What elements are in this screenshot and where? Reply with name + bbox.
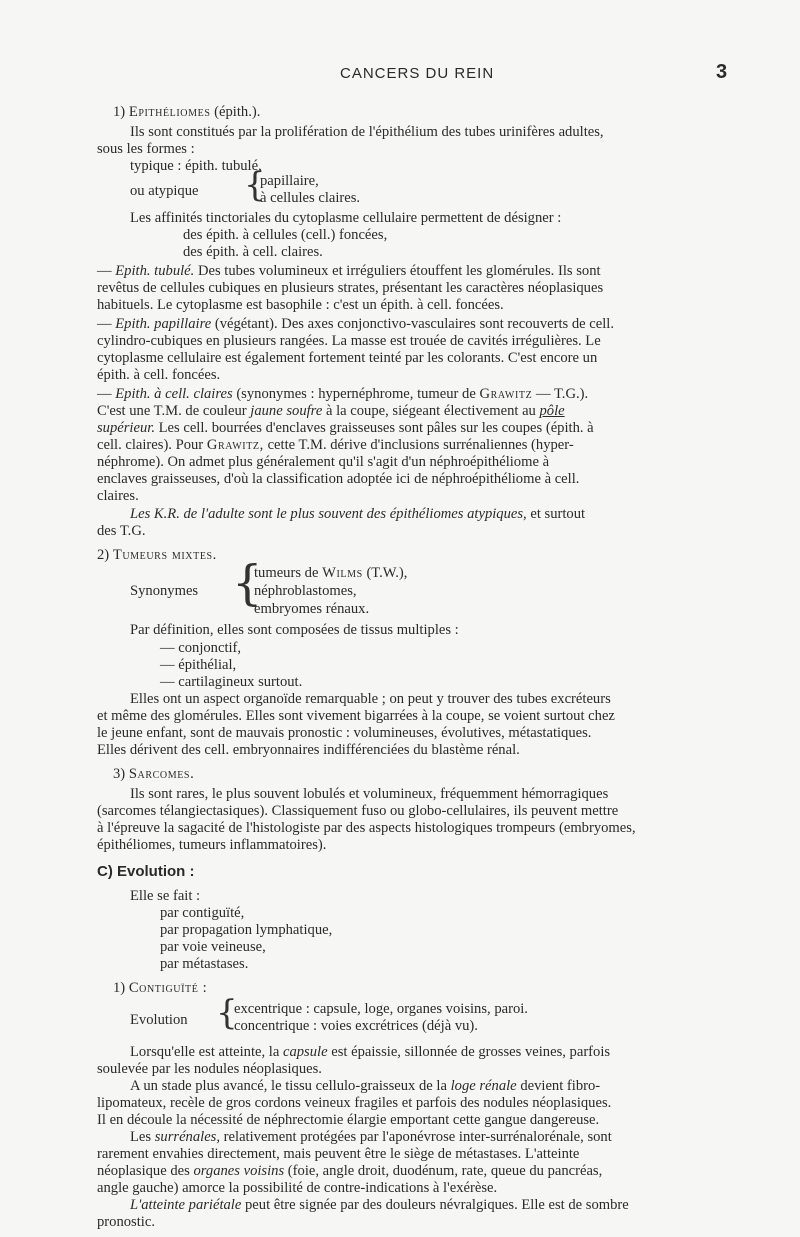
paragraph-line: — Epith. papillaire (végétant). Des axes conjonctivo-vasculaires sont recouverts de cell. xyxy=(97,316,614,332)
page-number: 3 xyxy=(716,61,728,83)
text: à la coupe, siégeant électivement au xyxy=(325,403,536,419)
paragraph-line: Par définition, elles sont composées de tissus multiples : xyxy=(130,622,459,638)
atypique-label: ou atypique xyxy=(130,183,199,199)
running-header-title: CANCERS DU REIN xyxy=(340,65,495,82)
paragraph-line: et même des glomérules. Elles sont vivement bigarrées à la coupe, se voient surtout chez xyxy=(97,708,615,724)
text: Lorsqu'elle est atteinte, la xyxy=(130,1044,280,1060)
paragraph-line: pronostic. xyxy=(97,1214,155,1230)
paragraph-line: sous les formes : xyxy=(97,141,195,157)
paragraph-line: claires. xyxy=(97,488,139,504)
list-item: — conjonctif, xyxy=(160,640,242,656)
paragraph-line: néphrome). On admet plus généralement qu'il s'agit d'un néphroépithéliome à xyxy=(97,454,550,470)
section-number: 1) xyxy=(113,980,126,996)
brace-icon: { xyxy=(216,993,238,1033)
paragraph-line xyxy=(130,1197,629,1213)
term: capsule xyxy=(282,1044,328,1060)
paragraph-line: rarement envahies directement, mais peuvent être le siège de métastases. L'atteinte xyxy=(97,1146,580,1162)
paragraph-line: soulevée par les nodules néoplasiques. xyxy=(97,1061,322,1077)
paragraph-line: angle gauche) amorce la possibilité de contre-indications à l'exérèse. xyxy=(97,1180,498,1196)
section-title: Contiguïté : xyxy=(128,980,208,996)
term: jaune soufre xyxy=(250,403,323,419)
list-item: par voie veineuse, xyxy=(160,939,266,955)
list-item: des épith. à cell. claires. xyxy=(183,244,323,260)
list-item: concentrique : voies excrétrices (déjà vu). xyxy=(234,1018,478,1034)
text: Les xyxy=(130,1129,152,1145)
section-number: 1) xyxy=(113,104,126,120)
author-name: Grawitz, xyxy=(206,437,264,453)
list-item: par contiguïté, xyxy=(160,905,245,921)
term: loge rénale xyxy=(450,1078,517,1094)
list-item: — cartilagineux surtout. xyxy=(160,674,303,690)
text: cell. claires). Pour xyxy=(97,437,204,453)
paragraph-line: Il en découle la nécessité de néphrectomie élargie emportant cette gangue dangereuse. xyxy=(97,1112,600,1128)
list-item xyxy=(254,565,407,581)
author-name: Wilms xyxy=(322,565,363,581)
paragraph-line: Les affinités tinctoriales du cytoplasme cellulaire permettent de désigner : xyxy=(130,210,562,226)
paragraph-line: enclaves graisseuses, d'où la classification adoptée ici de néphroépithéliome à cell. xyxy=(97,471,580,487)
paragraph-line: cytoplasme cellulaire est également fortement teinté par les colorants. C'est encore un xyxy=(97,350,598,366)
subsection-1-heading xyxy=(113,980,207,996)
text: relativement protégées par l'aponévrose inter-surrénalorénale, sont xyxy=(223,1129,612,1145)
list-item: par métastases. xyxy=(160,956,249,972)
text: A un stade plus avancé, le tissu cellulo-graisseux de la xyxy=(130,1078,447,1094)
paragraph-line: Ils sont constitués par la prolifération de l'épithélium des tubes urinifères adultes, xyxy=(130,124,604,140)
emphasis: Les K.R. de l'adulte sont le plus souvent des épithéliomes atypiques, xyxy=(130,506,527,522)
section-title: Tumeurs mixtes. xyxy=(112,547,217,563)
section-number: 2) xyxy=(97,547,110,563)
list-item: embryomes rénaux. xyxy=(254,601,370,617)
paragraph-line: épithéliomes, tumeurs inflammatoires). xyxy=(97,837,327,853)
text: (foie, angle droit, duodénum, rate, queue du pancréas, xyxy=(287,1163,603,1179)
paragraph-line: Elles dérivent des cell. embryonnaires indifférenciées du blastème rénal. xyxy=(97,742,520,758)
paragraph-line xyxy=(130,506,585,522)
text: est épaissie, sillonnée de grosses veines, parfois xyxy=(331,1044,611,1060)
term: Epith. papillaire xyxy=(115,316,212,332)
paragraph-line: Elles ont un aspect organoïde remarquable ; on peut y trouver des tubes excréteurs xyxy=(130,691,611,707)
term: surrénales, xyxy=(154,1129,221,1145)
section-title-suffix: (épith.). xyxy=(214,104,261,120)
evolution-label: Evolution xyxy=(130,1012,188,1028)
paragraph-line: à l'épreuve la sagacité de l'histologiste par des aspects histologiques trompeurs (embryomes, xyxy=(97,820,636,836)
paragraph-line: Elle se fait : xyxy=(130,888,201,904)
list-item: par propagation lymphatique, xyxy=(160,922,333,938)
text: Des tubes volumineux et irréguliers étouffent les glomérules. Ils sont xyxy=(197,263,601,279)
text: (T.W.), xyxy=(366,565,408,581)
paragraph-line xyxy=(97,1163,602,1179)
section-1-heading xyxy=(113,104,260,120)
paragraph-line: le jeune enfant, sont de mauvais pronostic : volumineuses, évolutives, métastatiques. xyxy=(97,725,592,741)
text: peut être signée par des douleurs névralgiques. Elle est de sombre xyxy=(245,1197,629,1213)
section-c-heading: C) Evolution : xyxy=(97,863,195,880)
paragraph-line: (sarcomes télangiectasiques). Classiquement fuso ou globo-cellulaires, ils peuvent mettre xyxy=(97,803,619,819)
text: C'est une T.M. de couleur xyxy=(97,403,247,419)
list-item: papillaire, xyxy=(260,173,319,189)
paragraph-line xyxy=(130,1078,600,1094)
text: — T.G.). xyxy=(535,386,589,402)
paragraph-line: lipomateux, recèle de gros cordons veineux fragiles et parfois des nodules néoplasiques. xyxy=(97,1095,612,1111)
section-title: Sarcomes. xyxy=(128,766,195,782)
brace-icon: { xyxy=(232,555,263,611)
paragraph-line: — Epith. tubulé. Des tubes volumineux et irréguliers étouffent les glomérules. Ils sont xyxy=(97,263,601,279)
paragraph-line: des T.G. xyxy=(97,523,146,539)
term: Epith. à cell. claires xyxy=(115,386,233,402)
text: Les cell. bourrées d'enclaves graisseuses sont pâles sur les coupes (épith. à xyxy=(158,420,594,436)
paragraph-line: épith. à cell. foncées. xyxy=(97,367,221,383)
paragraph-line xyxy=(97,420,594,436)
paragraph-line xyxy=(130,1044,610,1060)
paragraph-line: revêtus de cellules cubiques en plusieurs strates, présentant les caractères néoplasiques xyxy=(97,280,604,296)
term: Epith. tubulé. xyxy=(115,263,195,279)
text: et surtout xyxy=(530,506,586,522)
term: pôle xyxy=(539,403,565,419)
list-item: des épith. à cellules (cell.) foncées, xyxy=(183,227,388,243)
term: L'atteinte pariétale xyxy=(130,1197,242,1213)
paragraph-line: typique : épith. tubulé, xyxy=(130,158,262,174)
term: supérieur. xyxy=(97,420,155,436)
text: devient fibro- xyxy=(520,1078,601,1094)
section-2-heading xyxy=(97,547,217,563)
paragraph-line xyxy=(97,403,565,419)
list-item: néphroblastomes, xyxy=(254,583,357,599)
text: (synonymes : hypernéphrome, tumeur de xyxy=(236,386,476,402)
author-name: Grawitz xyxy=(479,386,533,402)
list-item: à cellules claires. xyxy=(260,190,361,206)
section-3-heading xyxy=(113,766,194,782)
list-item: — épithélial, xyxy=(160,657,237,673)
section-number: 3) xyxy=(113,766,126,782)
synonymes-label: Synonymes xyxy=(130,583,199,599)
text: (végétant). Des axes conjonctivo-vasculaires sont recouverts de cell. xyxy=(214,316,614,332)
paragraph-line xyxy=(97,437,574,453)
paragraph-line xyxy=(130,1129,612,1145)
paragraph-line: habituels. Le cytoplasme est basophile : c'est un épith. à cell. foncées. xyxy=(97,297,504,313)
list-item: excentrique : capsule, loge, organes voisins, paroi. xyxy=(234,1001,528,1017)
section-title: Epithéliomes xyxy=(128,104,211,120)
term: organes voisins xyxy=(193,1163,285,1179)
brace-icon: { xyxy=(244,165,266,205)
paragraph-line: Ils sont rares, le plus souvent lobulés et volumineux, fréquemment hémorragiques xyxy=(130,786,609,802)
paragraph-line: — Epith. à cell. claires (synonymes : hypernéphrome, tumeur de Grawitz — T.G.). xyxy=(97,386,589,402)
text: tumeurs de xyxy=(254,565,319,581)
text: cette T.M. dérive d'inclusions surrénaliennes (hyper- xyxy=(267,437,574,453)
paragraph-line: cylindro-cubiques en plusieurs rangées. La masse est trouée de cavités irrégulières. Le xyxy=(97,333,601,349)
text: néoplasique des xyxy=(97,1163,190,1179)
